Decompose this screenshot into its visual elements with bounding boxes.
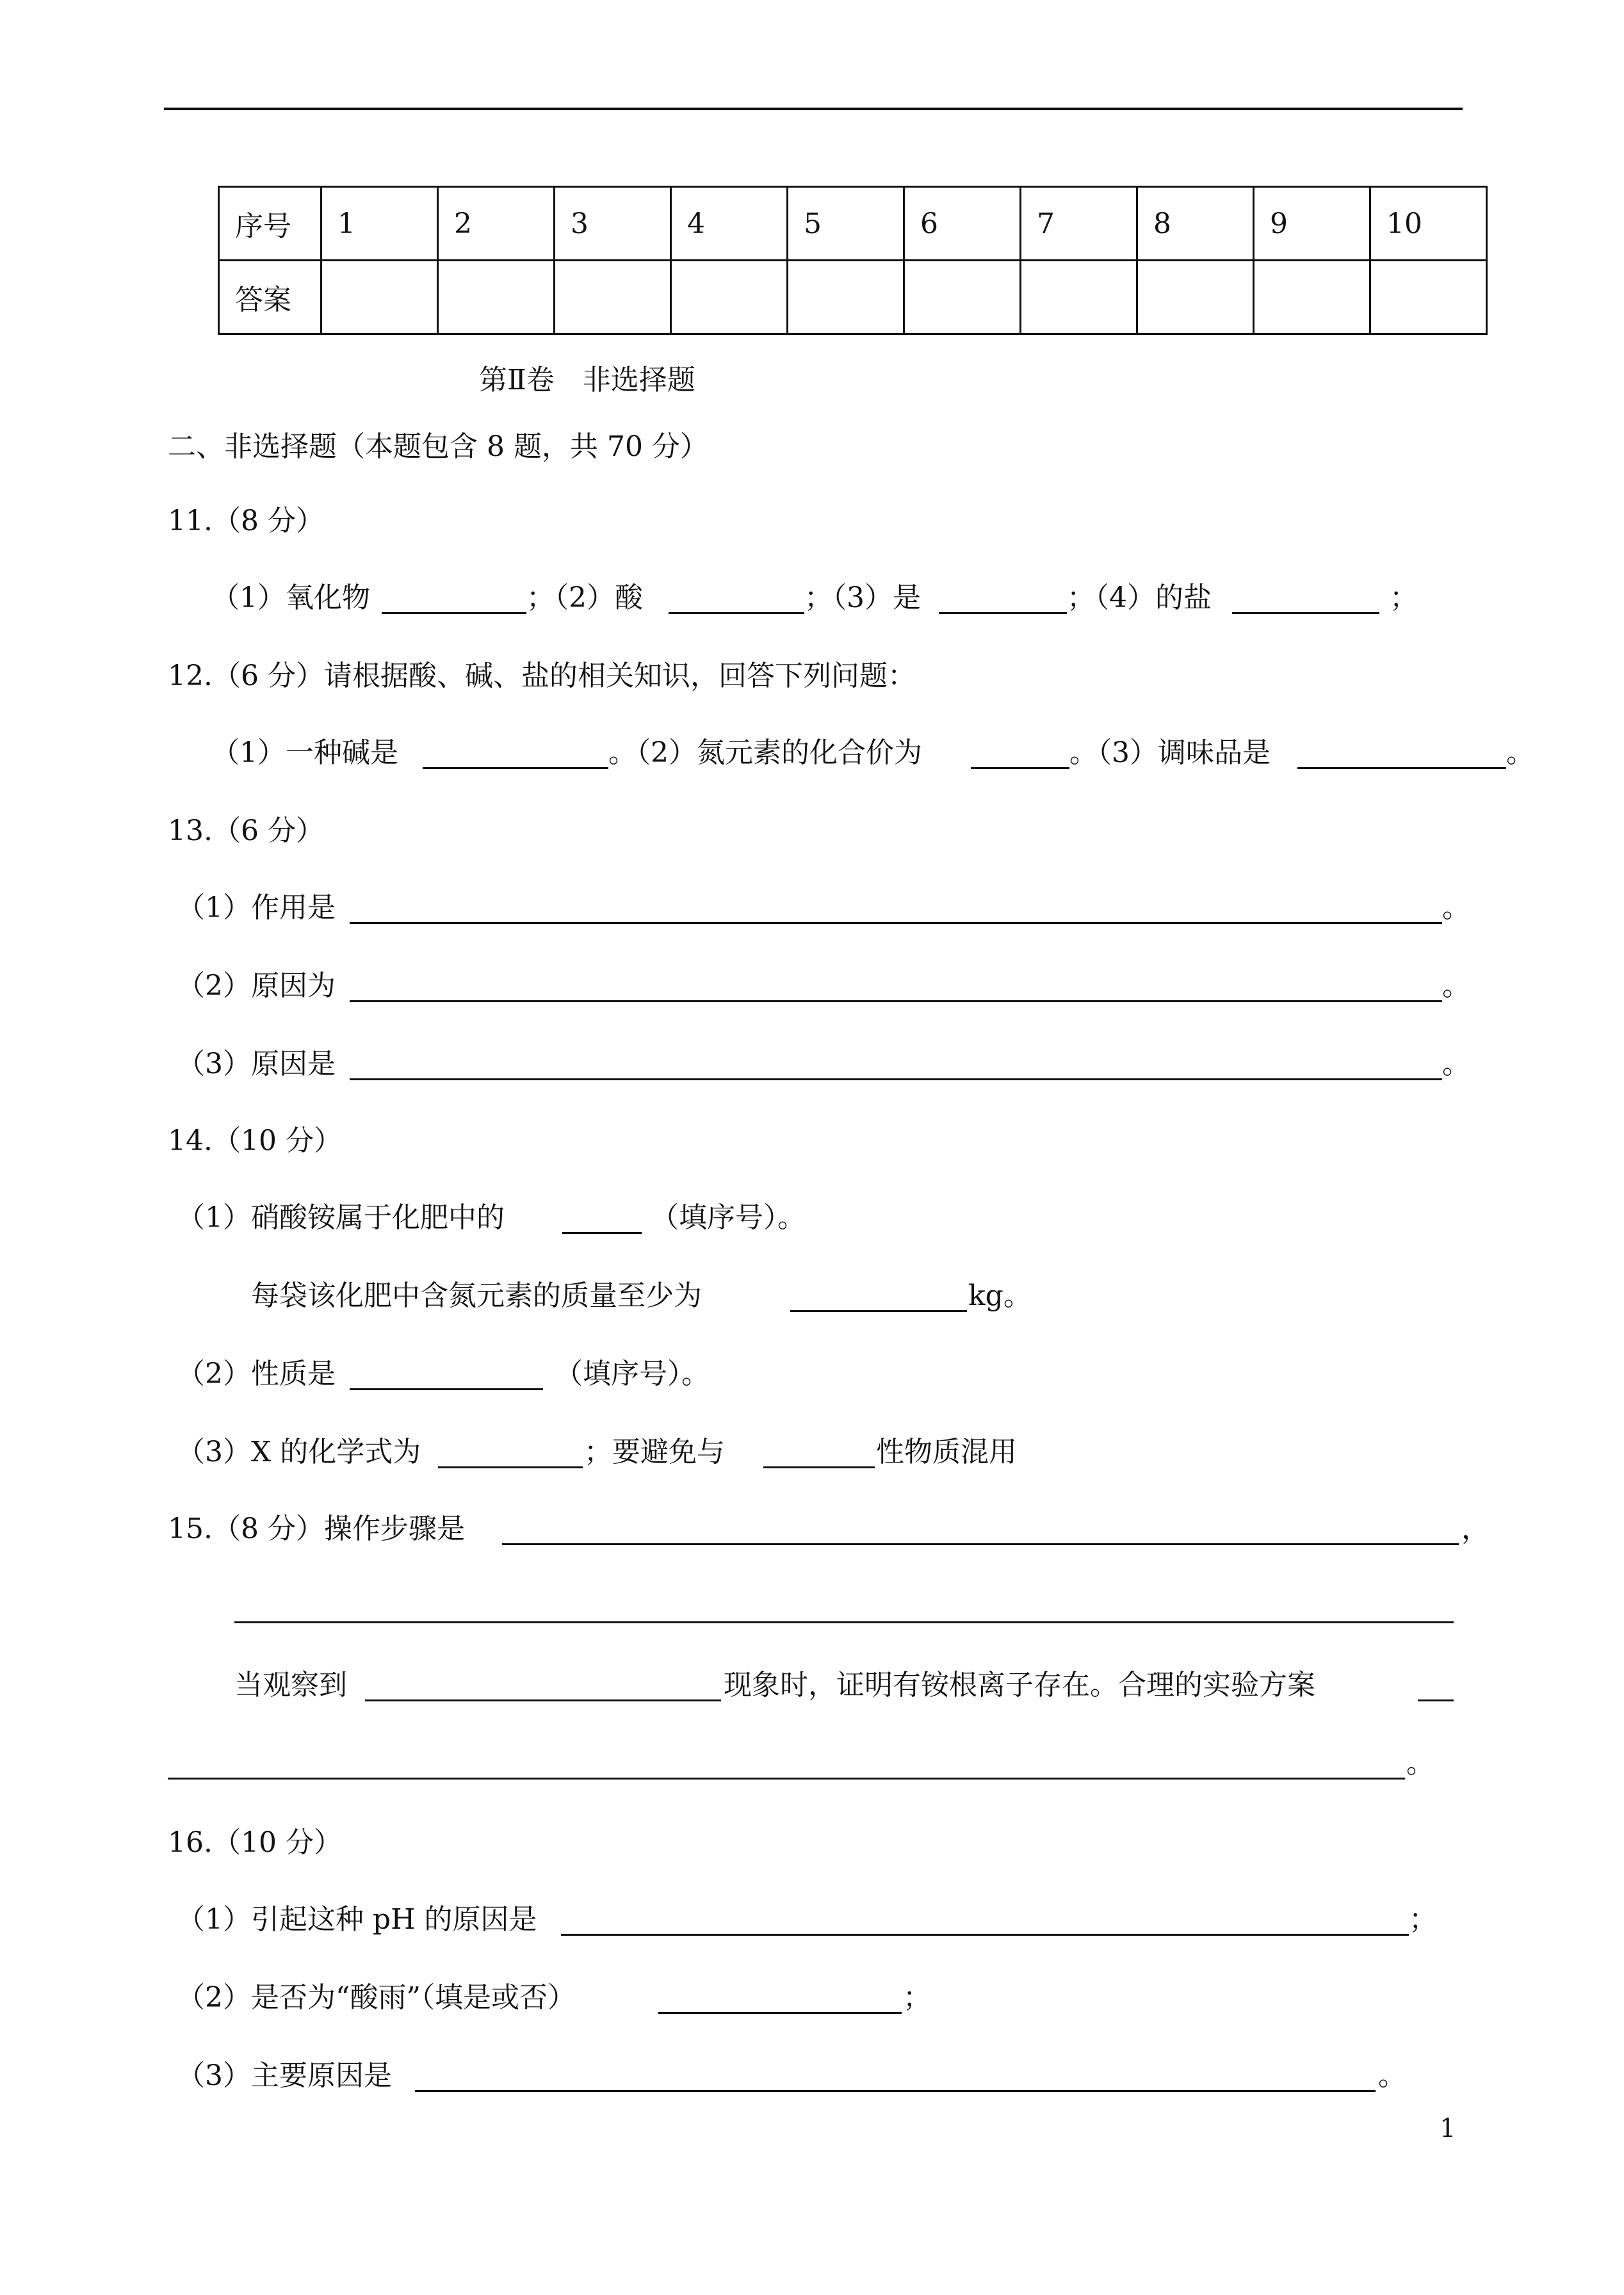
table-cell-number: 7 [1021,187,1137,261]
q16-part1-end: ； [1409,1903,1437,1936]
answer-cell[interactable] [321,261,438,334]
q13-blank-2[interactable] [350,1000,1442,1002]
q16-blank-2[interactable] [658,2012,902,2014]
q14-part3-mid: ；要避免与 [584,1436,725,1468]
part-heading: 二、非选择题（本题包含 8 题，共 70 分） [168,430,708,463]
answer-table [218,186,1488,335]
q15-heading: 15.（8 分）操作步骤是 [168,1512,465,1545]
table-cell-number: 1 [321,187,438,261]
q13-part1-label: （1）作用是 [177,891,336,924]
q13-heading: 13.（6 分） [168,815,324,847]
answer-cell[interactable] [555,261,671,334]
q13-blank-3[interactable] [350,1078,1442,1080]
q14-blank-2[interactable] [350,1388,543,1390]
answer-cell[interactable] [1370,261,1487,334]
q15-observe-text: 现象时，证明有铵根离子存在。合理的实验方案 [724,1669,1315,1701]
q11-blank-4[interactable] [1232,612,1379,614]
q12-end: 。 [1506,736,1534,769]
table-cell-number: 2 [438,187,555,261]
q11-end: ； [1390,581,1418,614]
table-row [219,261,1487,334]
answer-cell[interactable] [671,261,788,334]
answer-cell[interactable] [788,261,904,334]
answer-cell[interactable] [1137,261,1254,334]
q13-blank-1[interactable] [350,922,1442,924]
q12-blank-2[interactable] [971,767,1069,769]
q13-end-2: 。 [1442,969,1470,1002]
q14-part2-label: （2）性质是 [177,1358,336,1390]
q16-blank-3[interactable] [415,2090,1376,2092]
q15-blank-observe[interactable] [365,1699,721,1701]
q11-blank-2[interactable] [669,612,804,614]
row-header-answer: 答案 [219,261,321,334]
q12-part2-label: 。（2）氮元素的化合价为 [608,736,922,769]
q11-heading: 11.（8 分） [168,505,324,537]
q13-part2-label: （2）原因为 [177,969,336,1002]
q14-mass-unit: kg。 [968,1279,1032,1312]
table-cell-number: 5 [788,187,904,261]
q13-end-3: 。 [1442,1048,1470,1080]
answer-cell[interactable] [1254,261,1370,334]
table-cell-number: 8 [1137,187,1254,261]
page-number: 1 [1440,2114,1456,2143]
q14-part3-end: 性物质混用 [876,1436,1017,1468]
q12-blank-3[interactable] [1297,767,1506,769]
q14-part1-suffix: （填序号）。 [651,1201,806,1234]
q14-blank-mass[interactable] [790,1310,967,1312]
section-title: 第Ⅱ卷 非选择题 [479,364,695,396]
q16-part2-end: ； [903,1981,931,2014]
table-row [219,187,1487,261]
q15-comma: ， [1461,1512,1490,1545]
q11-part3-label: ；（3）是 [804,581,921,614]
answer-cell[interactable] [904,261,1021,334]
q15-end: 。 [1406,1747,1434,1780]
q11-blank-1[interactable] [382,612,526,614]
header-rule [164,108,1463,110]
q14-blank-1[interactable] [562,1232,642,1234]
q14-blank-3[interactable] [438,1466,583,1468]
q15-blank-plan-start[interactable] [1418,1699,1454,1701]
q16-blank-1[interactable] [561,1934,1409,1936]
table-cell-number: 6 [904,187,1021,261]
q12-blank-1[interactable] [423,767,608,769]
table-cell-number: 3 [555,187,671,261]
q16-heading: 16.（10 分） [168,1826,342,1859]
q14-part3-label: （3）X 的化学式为 [177,1436,421,1468]
q14-heading: 14.（10 分） [168,1124,342,1157]
q16-part3-end: 。 [1378,2059,1406,2092]
q14-blank-4[interactable] [763,1466,875,1468]
q11-part1-label: （1）氧化物 [211,581,370,614]
q14-mass-label: 每袋该化肥中含氮元素的质量至少为 [251,1279,702,1312]
answer-cell[interactable] [438,261,555,334]
q15-blank-2[interactable] [234,1621,1454,1623]
q15-blank-plan[interactable] [168,1778,1405,1780]
q12-part3-label: 。（3）调味品是 [1069,736,1271,769]
q11-blank-3[interactable] [939,612,1067,614]
q15-blank-1[interactable] [502,1543,1459,1545]
row-header-number: 序号 [219,187,321,261]
q15-observe-label: 当观察到 [234,1669,347,1701]
q11-part4-label: ；（4）的盐 [1067,581,1212,614]
q11-part2-label: ；（2）酸 [526,581,643,614]
q13-end-1: 。 [1442,891,1470,924]
table-cell-number: 4 [671,187,788,261]
q14-part1-label: （1）硝酸铵属于化肥中的 [177,1201,505,1234]
table-cell-number: 10 [1370,187,1487,261]
table-cell-number: 9 [1254,187,1370,261]
q14-part2-suffix: （填序号）。 [555,1358,710,1390]
q12-heading: 12.（6 分）请根据酸、碱、盐的相关知识，回答下列问题： [168,660,916,692]
q16-part2-label: （2）是否为“酸雨”（填是或否） [177,1981,576,2014]
answer-cell[interactable] [1021,261,1137,334]
q16-part1-label: （1）引起这种 pH 的原因是 [177,1903,537,1936]
q13-part3-label: （3）原因是 [177,1048,336,1080]
q16-part3-label: （3）主要原因是 [177,2059,392,2092]
q12-part1-label: （1）一种碱是 [211,736,398,769]
